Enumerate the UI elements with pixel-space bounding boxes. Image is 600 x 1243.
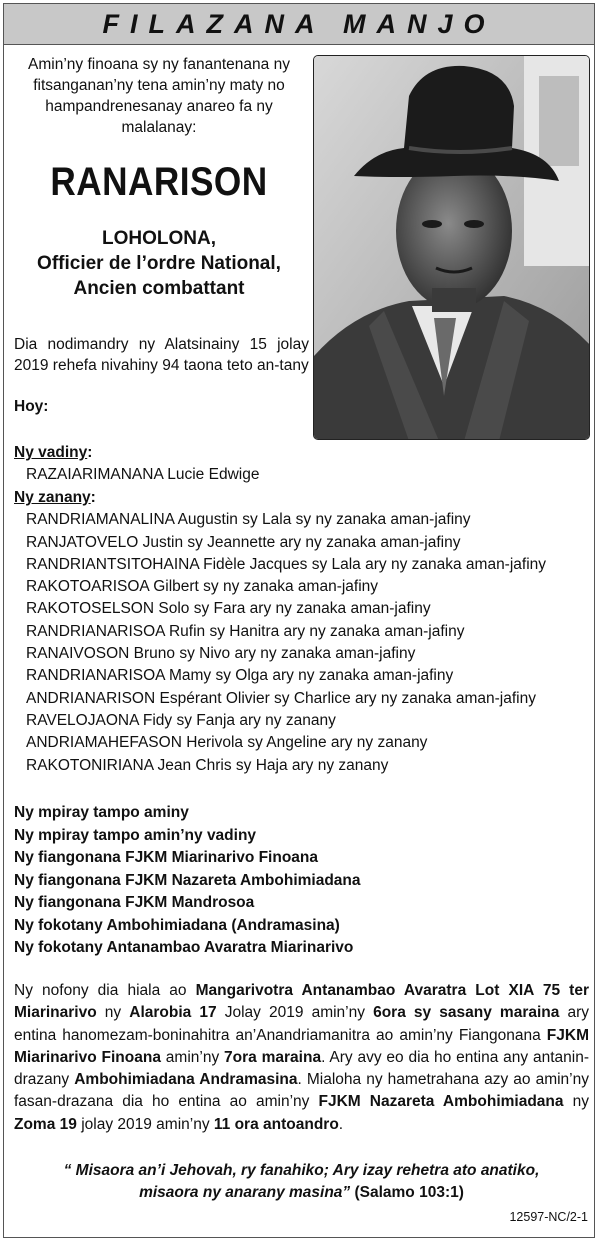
funeral-text: ary entina hanomezam-boninahitra an’Anandriamanitra ao amin’ny Fiangonana [14, 1004, 590, 1044]
funeral-time: 11 ora antoandro [213, 1115, 339, 1133]
spouse-name: RAZAIARIMANANA Lucie Edwige [26, 466, 260, 484]
list-item: Ny fokotany Antanambao Avaratra Miarinarivo [14, 939, 354, 956]
list-item: RANDRIAMANALINA Augustin sy Lala sy ny zanaka aman-jafiny [26, 511, 471, 529]
funeral-details [14, 980, 589, 1136]
list-item: ANDRIANARISON Espérant Olivier sy Charlice ary ny zanaka aman-jafiny [26, 689, 536, 707]
list-item: RANJATOVELO Justin sy Jeannette ary ny zanaka aman-jafiny [26, 533, 461, 551]
death-notice: Dia nodimandry ny Alatsinainy 15 jolay 2019 rehefa nivahiny 94 taona teto an-tany [14, 336, 309, 374]
spouse-label: Ny vadiny [14, 444, 88, 461]
funeral-location: Mangarivotra Antanambao Avaratra Lot XIA 75 ter Miarinarivo [14, 982, 589, 1022]
list-item: RAKOTOARISOA Gilbert sy ny zanaka aman-jafiny [26, 578, 379, 596]
hoy-label: Hoy: [14, 398, 49, 415]
children-label: Ny zanany [14, 489, 91, 506]
organizations-list [14, 802, 361, 960]
funeral-text: . Mialoha ny hametrahana azy ao amin’ny fasan-drazana dia ho entina ao amin’ny [14, 1071, 589, 1111]
funeral-text: amin’ny [160, 1048, 225, 1066]
closing-quote [14, 1160, 589, 1204]
funeral-church: FJKM Miarinarivo Finoana [14, 1026, 589, 1066]
list-item: RANAIVOSON Bruno sy Nivo ary ny zanaka aman-jafiny [26, 645, 416, 663]
quote-reference: (Salamo 103:1) [350, 1184, 464, 1201]
deceased-name: RANARISON [50, 160, 268, 204]
funeral-text: jolay 2019 amin’ny [76, 1115, 214, 1133]
list-item: Ny fiangonana FJKM Miarinarivo Finoana [14, 849, 319, 866]
funeral-text: Jolay 2019 amin’ny [216, 1004, 374, 1022]
funeral-text: . Ary avy eo dia ho entina any antanin-drazany [14, 1048, 589, 1089]
funeral-text: ny [96, 1004, 130, 1022]
list-item: RANDRIANARISOA Rufin sy Hanitra ary ny zanaka aman-jafiny [26, 622, 465, 640]
spouse-section: Ny vadiny: RAZAIARIMANANA Lucie Edwige [14, 442, 259, 487]
notice-title: FILAZANA MANJO [102, 8, 496, 39]
funeral-date: Alarobia 17 [129, 1004, 217, 1022]
deceased-titles [14, 226, 304, 301]
notice-header [4, 4, 594, 45]
funeral-date: Zoma 19 [14, 1115, 77, 1133]
list-item: RAKOTOSELSON Solo sy Fara ary ny zanaka aman-jafiny [26, 600, 431, 618]
reference-code: 12597-NC/2-1 [509, 1210, 588, 1224]
list-item: RAVELOJAONA Fidy sy Fanja ary ny zanany [26, 711, 336, 729]
deceased-title-line: Officier de l’ordre National, [37, 253, 281, 274]
children-section: Ny zanany: RANDRIAMANALINA Augustin sy Lala sy ny zanaka aman-jafiny RANJATOVELO Justin sy Jeannette ary ny zanaka aman-jafiny RANDRIANTSITOHAINA Fidèle Jacques sy Lala ary ny zanaka aman-jafiny RAKOTOARISOA Gilbert sy ny zanaka aman-jafiny RAKOTOSELSON Solo sy Fara ary ny zanaka aman-jafiny RANDRIANARISOA Rufin sy Hanitra ary ny zanaka aman-jafiny RANAIVOSON Bruno sy Nivo ary ny zanaka aman-jafiny RANDRIANARISOA Mamy sy Olga ary ny zanaka aman-jafiny ANDRIANARISON Espérant Olivier sy Charlice ary ny zanaka aman-jafiny RAVELOJAONA Fidy sy Fanja ary ny zanany ANDRIAMAHEFASON Herivola sy Angeline ary ny zanany RAKOTONIRIANA Jean Chris sy Haja ary ny zanany [14, 487, 546, 777]
funeral-text: ny [563, 1093, 589, 1111]
list-item: Ny fiangonana FJKM Nazareta Ambohimiadana [14, 871, 361, 889]
funeral-church: FJKM Nazareta Ambohimiadana [318, 1093, 564, 1111]
portrait-photo-icon [314, 56, 590, 440]
list-item: RANDRIANTSITOHAINA Fidèle Jacques sy Lala ary ny zanaka aman-jafiny [26, 555, 547, 573]
funeral-time: 6ora sy sasany maraina [373, 1004, 560, 1022]
intro-text: Amin’ny finoana sy ny fanantenana ny fitsanganan’ny tena amin’ny maty no hampandrenesanay anareo fa ny malalanay: [28, 56, 290, 136]
list-item: RAKOTONIRIANA Jean Chris sy Haja ary ny zanany [26, 756, 389, 774]
list-item: RANDRIANARISOA Mamy sy Olga ary ny zanaka aman-jafiny [26, 667, 454, 685]
list-item: Ny fokotany Ambohimiadana (Andramasina) [14, 916, 340, 934]
funeral-text: . [338, 1115, 344, 1133]
portrait-photo [313, 55, 590, 440]
list-item: Ny mpiray tampo aminy [14, 804, 189, 821]
quote-line: misaora ny anarany masina” [139, 1184, 351, 1201]
deceased-title-line: LOHOLONA, [102, 228, 216, 249]
funeral-location: Ambohimiadana Andramasina [74, 1071, 298, 1089]
list-item: Ny fiangonana FJKM Mandrosoa [14, 894, 255, 911]
list-item: ANDRIAMAHEFASON Herivola sy Angeline ary ny zanany [26, 734, 428, 752]
quote-line: “ Misaora an’i Jehovah, ry fanahiko; Ary izay rehetra ato anatiko, [63, 1162, 540, 1179]
funeral-time: 7ora maraina [224, 1048, 322, 1066]
list-item: Ny mpiray tampo amin’ny vadiny [14, 826, 257, 844]
funeral-text: Ny nofony dia hiala ao [14, 982, 196, 999]
deceased-title-line: Ancien combattant [73, 278, 245, 299]
